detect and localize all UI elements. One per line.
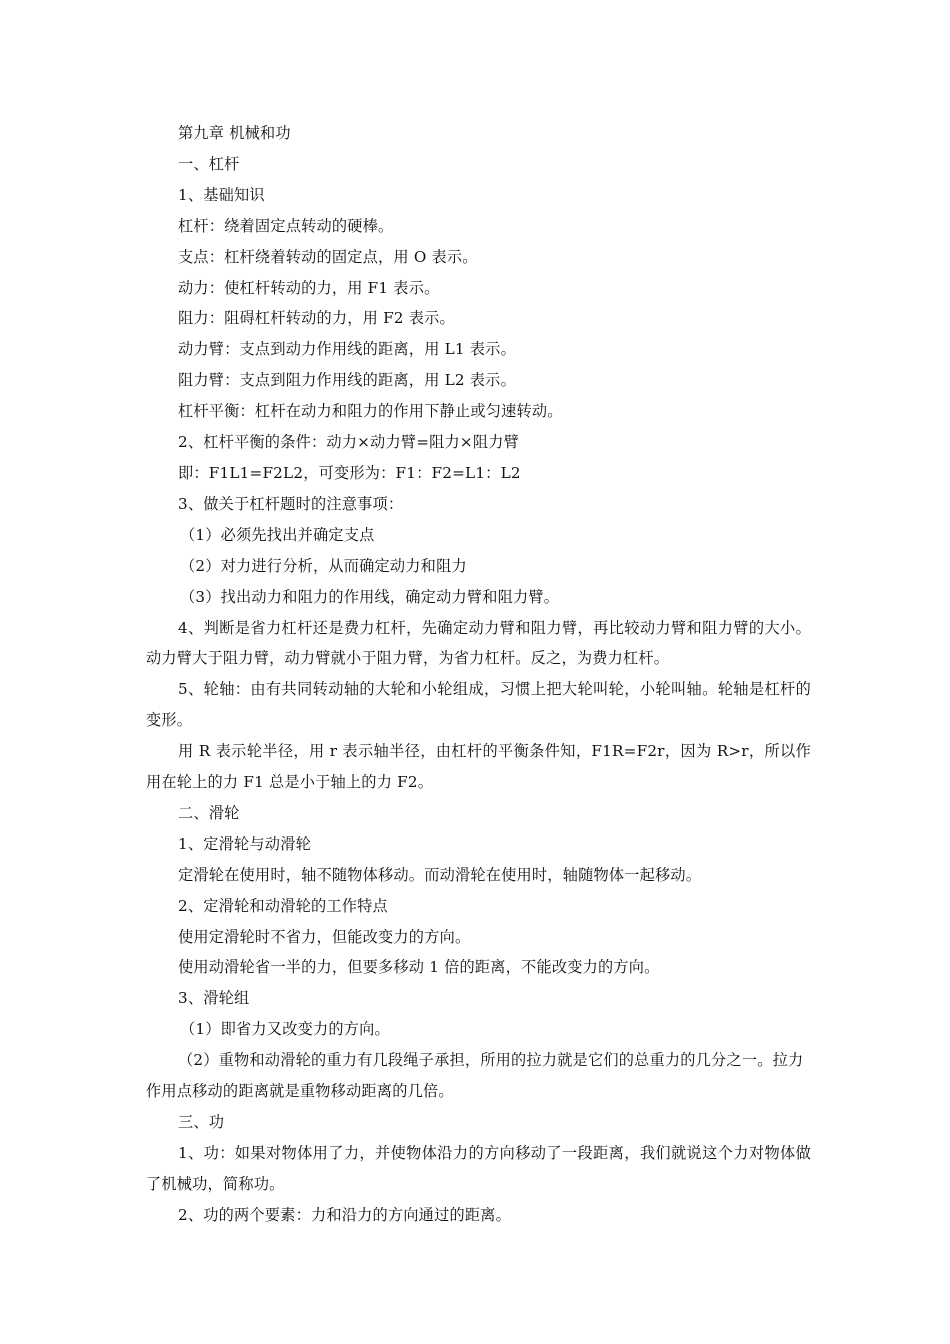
definition-effort-arm: 动力臂：支点到动力作用线的距离，用 L1 表示。 [178, 340, 516, 359]
subheading-notes: 3、做关于杠杆题时的注意事项： [178, 494, 404, 513]
subheading-pulley-block: 3、滑轮组 [178, 989, 250, 1008]
document-body [146, 118, 811, 1231]
section-heading-lever: 一、杠杆 [178, 154, 240, 173]
work-two-elements: 2、功的两个要素：力和沿力的方向通过的距离。 [178, 1205, 512, 1224]
section-heading-work: 三、功 [178, 1113, 225, 1131]
definition-effort: 动力：使杠杆转动的力，用 F1 表示。 [178, 278, 440, 297]
paragraph-wheel-axle: 5、轮轴：由有共同转动轴的大轮和小轮组成，习惯上把大轮叫轮，小轮叫轴。轮轴是杠杆的变形。 [146, 680, 811, 730]
note-item-2: （2）对力进行分析，从而确定动力和阻力 [180, 556, 467, 575]
definition-lever: 杠杆：绕着固定点转动的硬棒。 [178, 216, 394, 235]
definition-resistance-arm: 阻力臂：支点到阻力作用线的距离，用 L2 表示。 [178, 371, 516, 390]
pulley-block-item-1: （1）即省力又改变力的方向。 [180, 1020, 390, 1039]
paragraph-lever-types: 4、判断是省力杠杆还是费力杠杆，先确定动力臂和阻力臂，再比较动力臂和阻力臂的大小。动力臂大于阻力臂，动力臂就小于阻力臂，为省力杠杆。反之，为费力杠杆。 [146, 618, 811, 668]
definition-equilibrium: 杠杆平衡：杠杆在动力和阻力的作用下静止或匀速转动。 [178, 402, 563, 421]
definition-resistance: 阻力：阻碍杠杆转动的力，用 F2 表示。 [178, 309, 455, 328]
chapter-title: 第九章 机械和功 [178, 124, 291, 142]
subheading-pulley-features: 2、定滑轮和动滑轮的工作特点 [178, 896, 388, 915]
pulley-definition: 定滑轮在使用时，轴不随物体移动。而动滑轮在使用时，轴随物体一起移动。 [178, 865, 702, 884]
paragraph-wheel-axle-formula: 用 R 表示轮半径，用 r 表示轴半径，由杠杆的平衡条件知，F1R=F2r，因为 R>r，所以作用在轮上的力 F1 总是小于轴上的力 F2。 [146, 742, 811, 792]
definition-fulcrum: 支点：杠杆绕着转动的固定点，用 O 表示。 [178, 247, 478, 266]
fixed-pulley-feature: 使用定滑轮时不省力，但能改变力的方向。 [178, 927, 471, 946]
note-item-1: （1）必须先找出并确定支点 [180, 525, 375, 544]
equilibrium-condition: 2、杠杆平衡的条件：动力×动力臂=阻力×阻力臂 [178, 433, 520, 452]
paragraph-work-definition: 1、功：如果对物体用了力，并使物体沿力的方向移动了一段距离，我们就说这个力对物体做了机械功，简称功。 [146, 1143, 811, 1193]
note-item-3: （3）找出动力和阻力的作用线，确定动力臂和阻力臂。 [180, 587, 560, 606]
subheading-basics: 1、基础知识 [178, 185, 265, 204]
equilibrium-formula: 即：F1L1=F2L2，可变形为：F1：F2=L1：L2 [178, 463, 521, 482]
movable-pulley-feature: 使用动滑轮省一半的力，但要多移动 1 倍的距离，不能改变力的方向。 [178, 958, 660, 977]
section-heading-pulley: 二、滑轮 [178, 803, 240, 822]
pulley-block-item-2: （2）重物和动滑轮的重力有几段绳子承担，所用的拉力就是它们的总重力的几分之一。拉力作用点移动的距离就是重物移动距离的几倍。 [146, 1051, 804, 1101]
subheading-fixed-movable: 1、定滑轮与动滑轮 [178, 834, 311, 853]
